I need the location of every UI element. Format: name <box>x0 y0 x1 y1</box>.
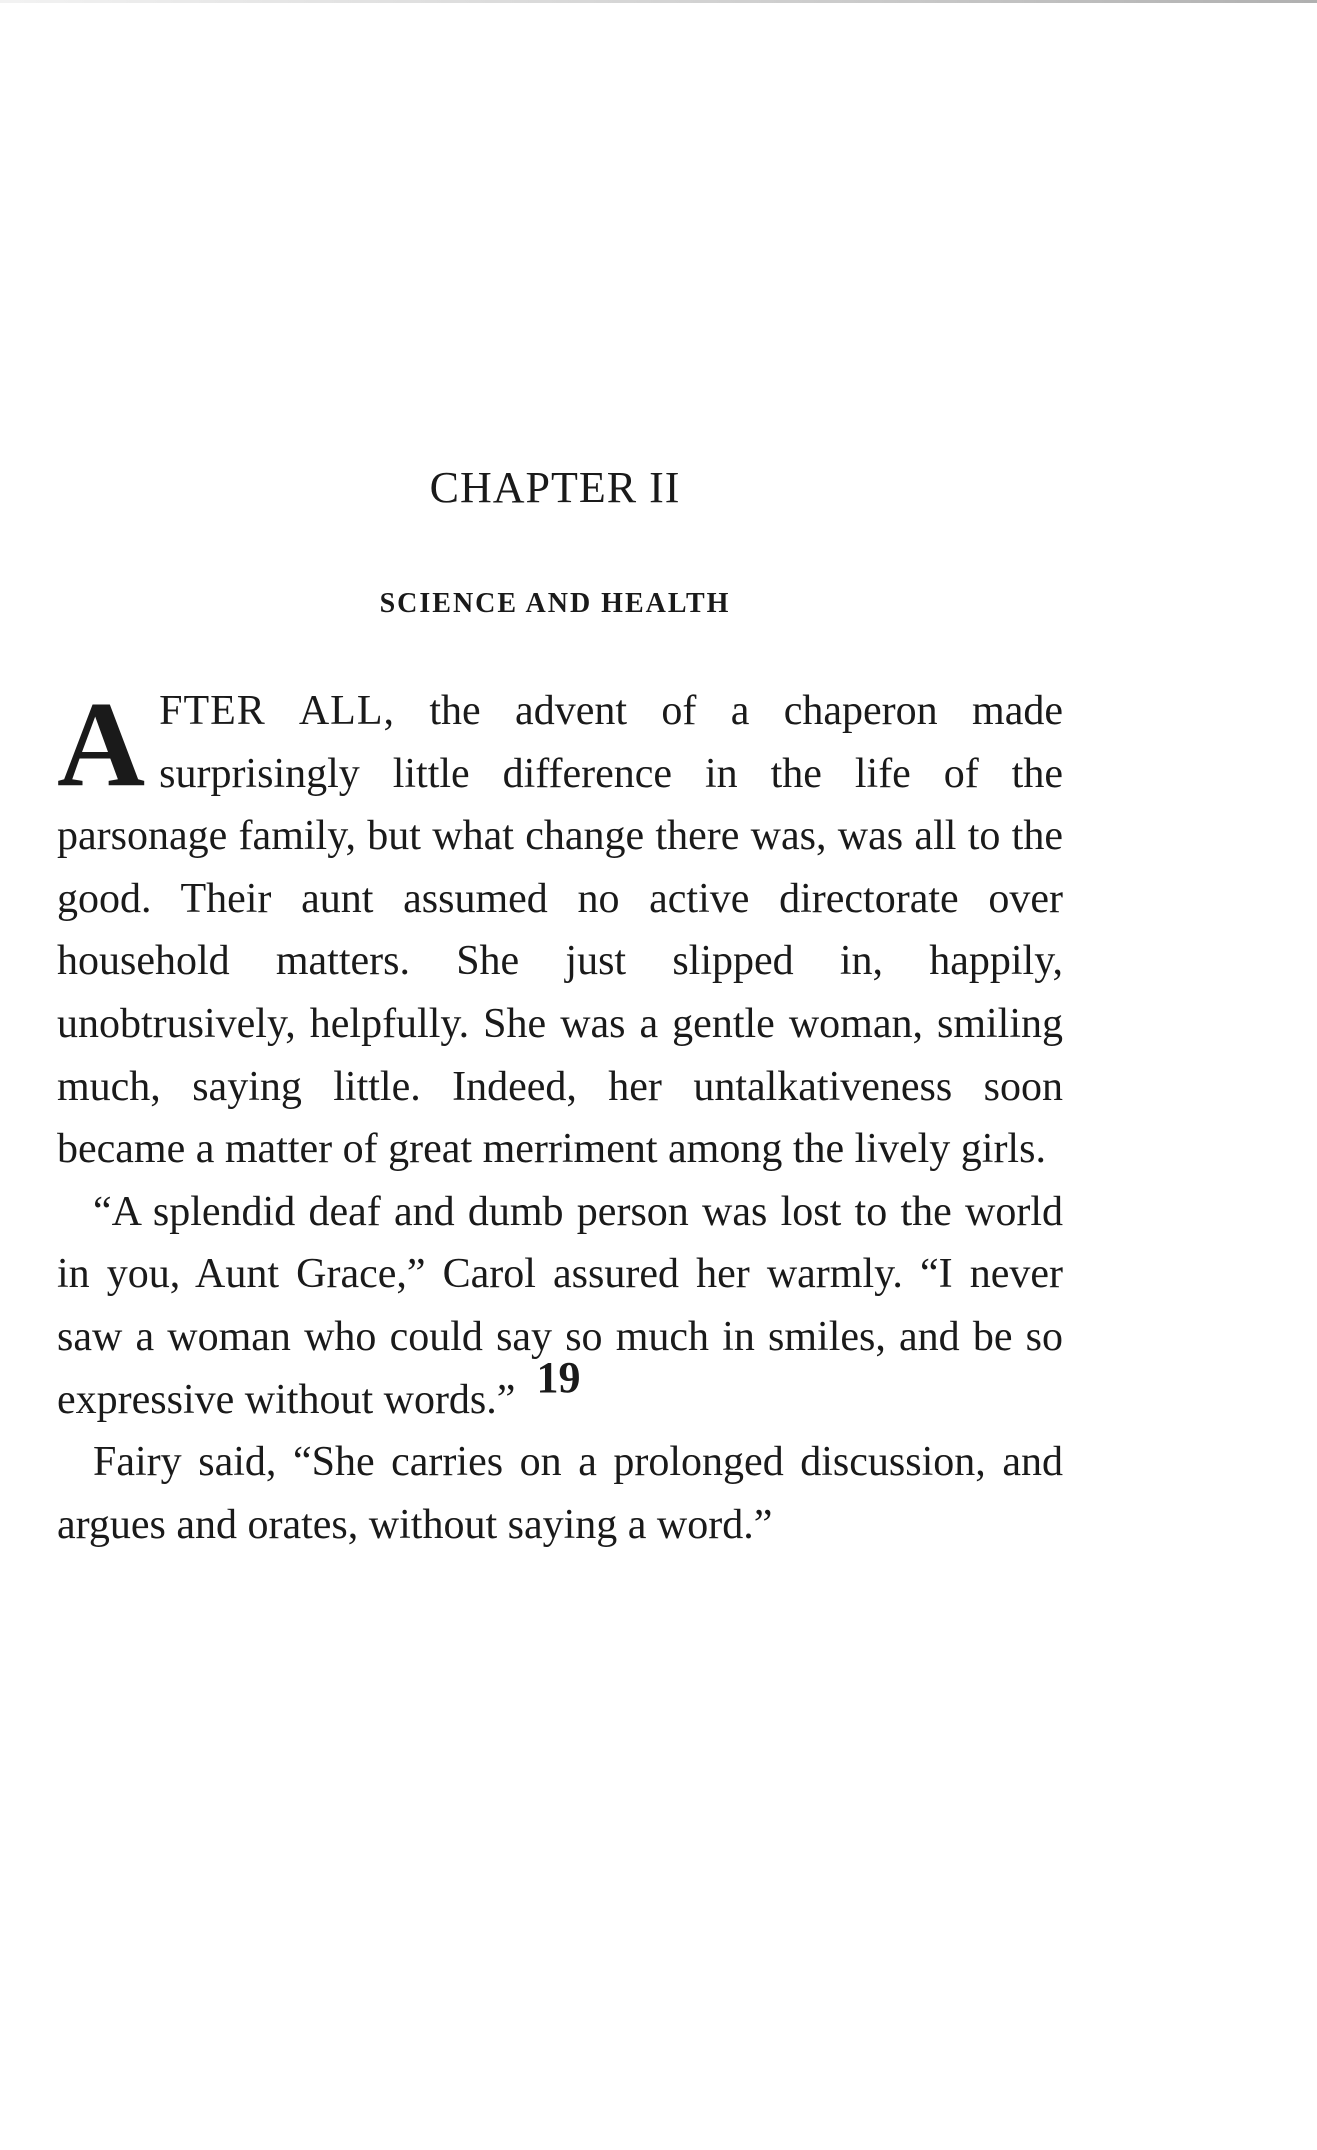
paragraph-3: Fairy said, “She carries on a prolonged discussion, and argues and orates, without saying a word.” <box>57 1439 1063 1548</box>
chapter-body <box>57 677 1063 1556</box>
paragraph-2: “A splendid deaf and dumb person was lost to the world in you, Aunt Grace,” Carol assured her warmly. “I never saw a woman who could say so much in smiles, and be so expressive without words.” <box>57 1188 1063 1423</box>
page-top-edge <box>0 0 1317 3</box>
chapter-title: CHAPTER II <box>429 463 681 512</box>
page-number: 19 <box>536 1353 581 1402</box>
drop-cap: A <box>57 677 146 812</box>
chapter-subtitle: SCIENCE AND HEALTH <box>379 588 731 619</box>
lead-words: FTER ALL, <box>159 688 395 734</box>
paragraph-1 <box>57 677 1063 1181</box>
paragraph-1-text: the advent of a chaperon made surprisingly little difference in the life of the parsonage family, but what change there was, was all to the good. Their aunt assumed no active directorate over household matters. She just slipped in, happily, unobtrusively, helpfully. She was a gentle woman, smiling much, saying little. Indeed, her untalkativeness soon became a matter of great merriment among the lively girls. <box>57 688 1063 1173</box>
